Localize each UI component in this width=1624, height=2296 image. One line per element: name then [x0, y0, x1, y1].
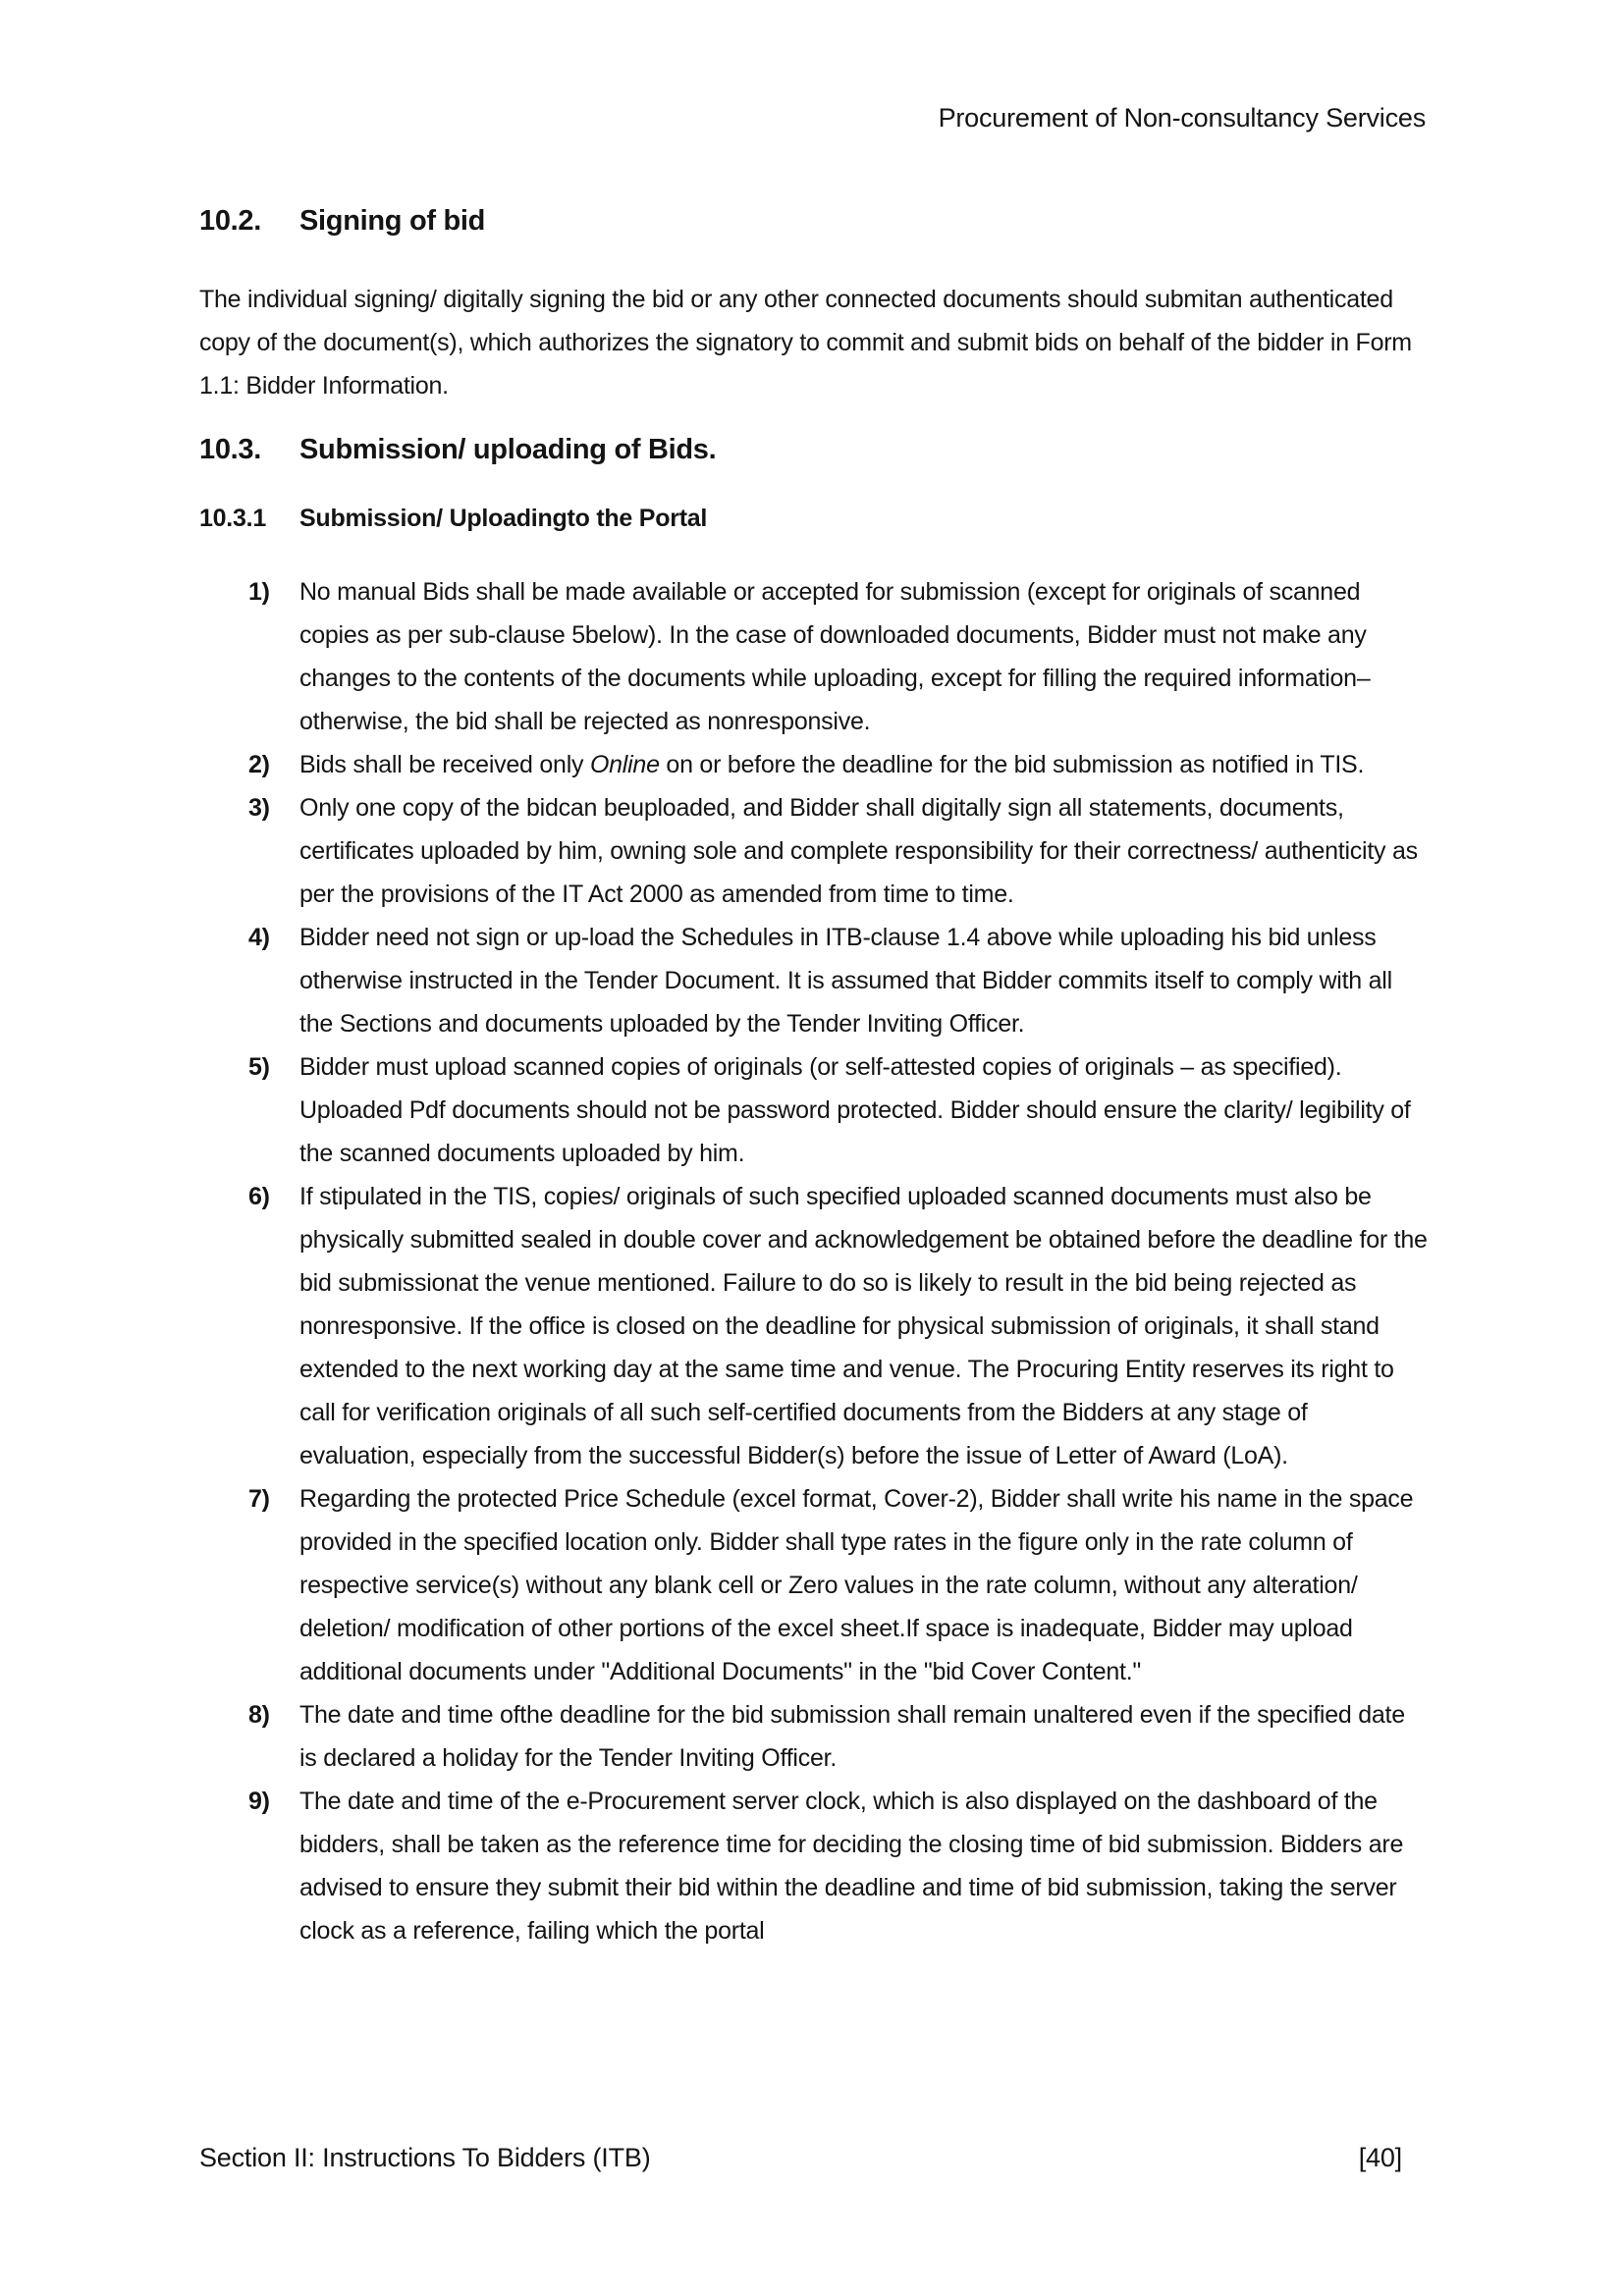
- section-10-3-heading: [199, 432, 1428, 467]
- list-item-1: [199, 570, 1428, 743]
- list-item-2-italic-word: Online: [589, 751, 660, 778]
- list-item-8-text: The date and time ofthe deadline for the bid submission shall remain unaltered even if the specified date is declared a holiday for the Tender Inviting Officer.: [299, 1701, 1405, 1772]
- list-item-2-text-pre: Bids shall be received only: [299, 751, 590, 778]
- section-10-3-title: Submission/ uploading of Bids.: [299, 434, 717, 465]
- list-item-7-text: Regarding the protected Price Schedule (excel format, Cover-2), Bidder shall write his name in the space provided in the specified location only. Bidder shall type rates in the figure only in the rate column of respective service(s) without any blank cell or Zero values in the rate column, without any alteration/ deletion/ modification of other portions of the excel sheet.If space is inadequate, Bidder may upload additional documents under "Additional Documents" in the "bid Cover Content.": [299, 1485, 1414, 1685]
- list-item-2-text-post: on or before the deadline for the bid submission as notified in TIS.: [659, 751, 1365, 778]
- section-10-2-paragraph: The individual signing/ digitally signing the bid or any other connected documents should submitan authenticated copy of the document(s), which authorizes the signatory to commit and submit bids on behalf of the bidder in Form 1.1: Bidder Information.: [199, 286, 1412, 400]
- page-footer: [199, 2141, 1402, 2174]
- list-item-3-number: 3): [248, 794, 270, 822]
- list-item-8-number: 8): [248, 1701, 270, 1729]
- footer-section-label: Section II: Instructions To Bidders (ITB): [199, 2143, 651, 2172]
- list-item-5-number: 5): [248, 1053, 270, 1081]
- document-body: [199, 203, 1428, 1952]
- list-item-7: [199, 1477, 1428, 1693]
- list-item-6-text: If stipulated in the TIS, copies/ originals of such specified uploaded scanned documents must also be physically submitted sealed in double cover and acknowledgement be obtained before the deadline for the bid submissionat the venue mentioned. Failure to do so is likely to result in the bid being rejected as nonresponsive. If the office is closed on the deadline for physical submission of originals, it shall stand extended to the next working day at the same time and venue. The Procuring Entity reserves its right to call for verification originals of all such self-certified documents from the Bidders at any stage of evaluation, especially from the successful Bidder(s) before the issue of Letter of Award (LoA).: [299, 1183, 1428, 1469]
- list-item-3: [199, 786, 1428, 916]
- section-10-2-heading: [199, 203, 1428, 239]
- list-item-3-text: Only one copy of the bidcan beuploaded, and Bidder shall digitally sign all statements, documents, certificates uploaded by him, owning sole and complete responsibility for their correctness/ authenticity as per the provisions of the IT Act 2000 as amended from time to time.: [299, 794, 1418, 908]
- list-item-4-number: 4): [248, 924, 270, 951]
- page-header: Procurement of Non-consultancy Services: [938, 103, 1426, 133]
- section-10-2-title: Signing of bid: [299, 205, 486, 237]
- list-item-5: [199, 1045, 1428, 1175]
- list-item-1-number: 1): [248, 578, 270, 606]
- section-10-3-1-title: Submission/ Uploadingto the Portal: [299, 505, 708, 532]
- list-item-8: [199, 1693, 1428, 1780]
- list-item-2-number: 2): [248, 751, 270, 778]
- page-number: [40]: [1358, 2143, 1402, 2172]
- section-10-3-1-number: 10.3.1: [199, 505, 267, 532]
- section-10-3-1-heading: [199, 501, 1428, 536]
- list-item-5-text: Bidder must upload scanned copies of originals (or self-attested copies of originals – as specified). Uploaded Pdf documents should not be password protected. Bidder should ensure the clarity/ legibility of the scanned documents uploaded by him.: [299, 1053, 1411, 1167]
- list-item-9: [199, 1780, 1428, 1952]
- list-item-9-text: The date and time of the e-Procurement server clock, which is also displayed on the dashboard of the bidders, shall be taken as the reference time for deciding the closing time of bid submission. Bidders are advised to ensure they submit their bid within the deadline and time of bid submission, taking the server clock as a reference, failing which the portal: [299, 1788, 1404, 1945]
- list-item-4: [199, 916, 1428, 1045]
- list-item-1-text: No manual Bids shall be made available or accepted for submission (except for originals of scanned copies as per sub-clause 5below). In the case of downloaded documents, Bidder must not make any changes to the contents of the documents while uploading, except for filling the required information– otherwise, the bid shall be rejected as nonresponsive.: [299, 578, 1371, 735]
- list-item-7-number: 7): [248, 1485, 270, 1513]
- section-10-3-number: 10.3.: [199, 434, 261, 465]
- list-item-6-number: 6): [248, 1183, 270, 1210]
- list-item-2: [199, 743, 1428, 786]
- list-item-9-number: 9): [248, 1788, 270, 1815]
- submission-rules-list: [199, 570, 1428, 1952]
- section-10-2-number: 10.2.: [199, 205, 261, 237]
- list-item-4-text: Bidder need not sign or up-load the Schedules in ITB-clause 1.4 above while uploading his bid unless otherwise instructed in the Tender Document. It is assumed that Bidder commits itself to comply with all the Sections and documents uploaded by the Tender Inviting Officer.: [299, 924, 1392, 1038]
- list-item-6: [199, 1175, 1428, 1477]
